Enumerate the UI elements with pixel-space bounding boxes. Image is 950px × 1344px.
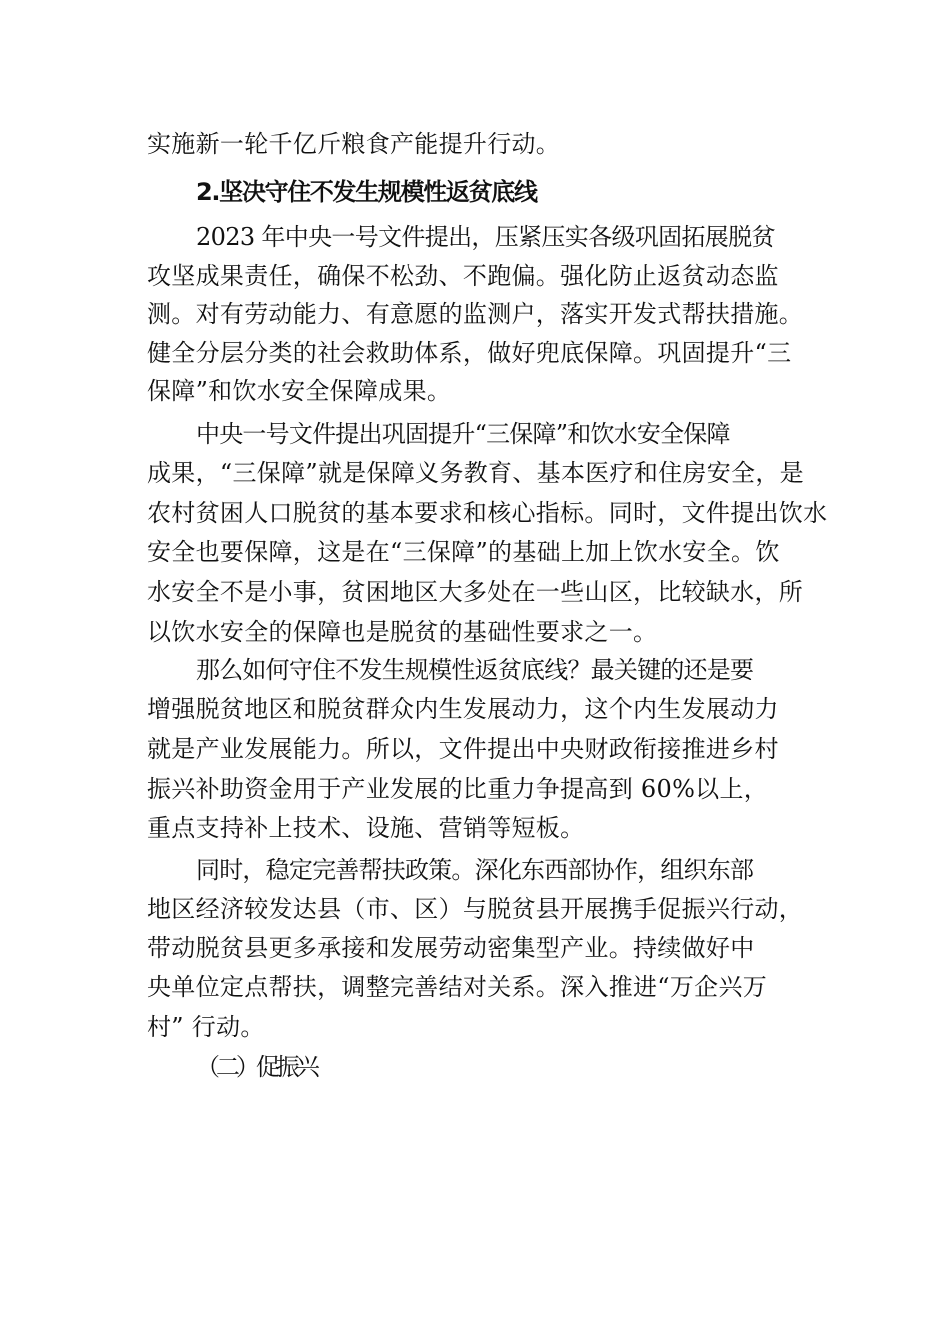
- text-line: 那么如何守住不发生规模性返贫底线？最关键的还是要: [196, 656, 754, 684]
- text-line: 2023 年中央一号文件提出，压紧压实各级巩固拓展脱贫: [196, 223, 775, 251]
- text-line: 增强脱贫地区和脱贫群众内生发展动力，这个内生发展动力: [147, 695, 779, 723]
- text-line: 农村贫困人口脱贫的基本要求和核心指标。同时，文件提出饮水: [147, 499, 828, 527]
- text-line: 安全也要保障，这是在“三保障”的基础上加上饮水安全。饮: [147, 538, 780, 566]
- text-line: 央单位定点帮扶，调整完善结对关系。深入推进“万企兴万: [147, 973, 768, 1001]
- section-heading: 2.坚决守住不发生规模性返贫底线: [196, 178, 537, 206]
- text-line: 以饮水安全的保障也是脱贫的基础性要求之一。: [147, 618, 658, 646]
- text-line: 成果，“三保障”就是保障义务教育、基本医疗和住房安全，是: [147, 459, 804, 487]
- text-line: 实施新一轮千亿斤粮食产能提升行动。: [147, 130, 561, 158]
- text-line: 同时，稳定完善帮扶政策。深化东西部协作，组织东部: [196, 856, 754, 884]
- text-line: 中央一号文件提出巩固提升“三保障”和饮水安全保障: [196, 420, 730, 448]
- text-line: 村” 行动。: [147, 1013, 265, 1041]
- text-line: 就是产业发展能力。所以，文件提出中央财政衔接推进乡村: [147, 735, 779, 763]
- text-line: 保障”和饮水安全保障成果。: [147, 377, 452, 405]
- text-line: 带动脱贫县更多承接和发展劳动密集型产业。持续做好中: [147, 934, 755, 962]
- text-line: 水安全不是小事，贫困地区大多处在一些山区，比较缺水，所: [147, 578, 804, 606]
- text-line: 振兴补助资金用于产业发展的比重力争提高到 60%以上，: [147, 775, 769, 803]
- text-line: 攻坚成果责任，确保不松劲、不跑偏。强化防止返贫动态监: [147, 262, 779, 290]
- text-line: 健全分层分类的社会救助体系，做好兜底保障。巩固提升“三: [147, 339, 792, 367]
- text-line: 测。对有劳动能力、有意愿的监测户，落实开发式帮扶措施。: [147, 300, 804, 328]
- text-line: 地区经济较发达县（市、区）与脱贫县开展携手促振兴行动，: [147, 895, 804, 923]
- text-line: 重点支持补上技术、设施、营销等短板。: [147, 814, 585, 842]
- subsection-heading: （二）促振兴: [196, 1053, 316, 1081]
